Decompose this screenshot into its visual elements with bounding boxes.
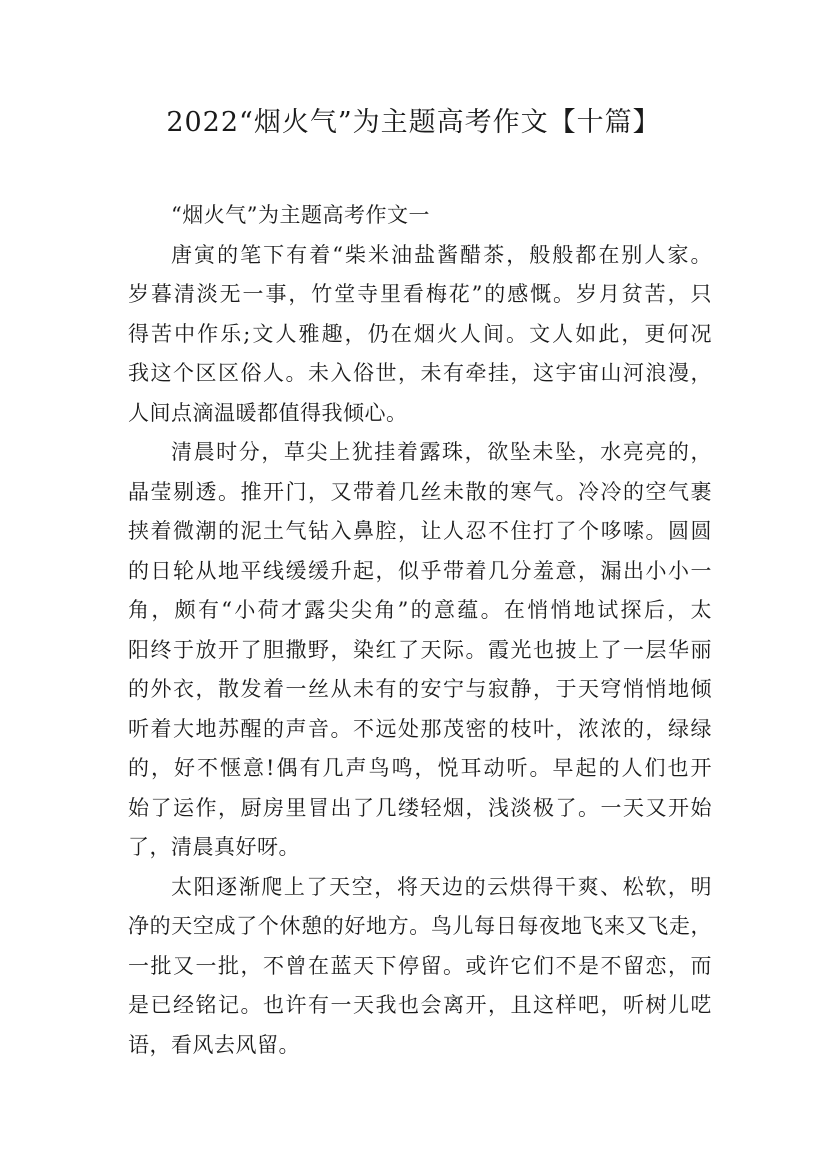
paragraph-line: 唐寅的笔下有着“柴米油盐酱醋茶，般般都在别人家。	[171, 242, 712, 267]
paragraph-line: 一批又一批，不曾在蓝天下停留。或许它们不是不留恋，而	[128, 953, 712, 978]
paragraph-line: 听着大地苏醒的声音。不远处那茂密的枝叶，浓浓的，绿绿	[128, 716, 712, 741]
document-body	[128, 196, 712, 1065]
paragraph-2	[128, 433, 712, 868]
paragraph-line: 太阳逐渐爬上了天空，将天边的云烘得干爽、松软，明	[171, 874, 712, 899]
paragraph-line: 我这个区区俗人。未入俗世，未有牵挂，这宇宙山河浪漫，	[128, 361, 712, 385]
paragraph-line: 语，看风去风留。	[128, 1032, 300, 1057]
paragraph-line: 是已经铭记。也许有一天我也会离开，且这样吧，听树儿呓	[128, 993, 712, 1017]
paragraph-line: 的日轮从地平线缓缓升起，似乎带着几分羞意，漏出小小一	[128, 558, 712, 583]
paragraph-line: 挟着微潮的泥土气钻入鼻腔，让人忍不住打了个哆嗦。圆圆	[128, 519, 712, 543]
paragraph-line: 岁暮清淡无一事，竹堂寺里看梅花”的感慨。岁月贫苦，只	[128, 282, 712, 306]
paragraph-line: 了，清晨真好呀。	[128, 835, 300, 859]
paragraph-line: 角，颇有“小荷才露尖尖角”的意蕴。在悄悄地试探后，太	[128, 598, 712, 622]
paragraph-line: 净的天空成了个休憩的好地方。鸟儿每日每夜地飞来又飞走，	[128, 914, 712, 938]
document-title: 2022“烟火气”为主题高考作文【十篇】	[166, 107, 661, 138]
paragraph-line: 清晨时分，草尖上犹挂着露珠，欲坠未坠，水亮亮的，	[171, 440, 712, 464]
paragraph-line: 阳终于放开了胆撒野，染红了天际。霞光也披上了一层华丽	[128, 637, 712, 662]
paragraph-line: 晶莹剔透。推开门，又带着几丝未散的寒气。冷冷的空气裹	[128, 479, 712, 504]
paragraph-line: 的外衣，散发着一丝从未有的安宁与寂静，于天穹悄悄地倾	[128, 677, 712, 701]
essay-subtitle: “烟火气”为主题高考作文一	[171, 203, 430, 227]
paragraph-line: 得苦中作乐;文人雅趣，仍在烟火人间。文人如此，更何况	[128, 321, 712, 346]
paragraph-line: 人间点滴温暖都值得我倾心。	[128, 400, 408, 425]
paragraph-1	[128, 236, 712, 434]
paragraph-line: 始了运作，厨房里冒出了几缕轻烟，浅淡极了。一天又开始	[128, 795, 712, 820]
paragraph-line: 的，好不惬意!偶有几声鸟鸣，悦耳动听。早起的人们也开	[128, 756, 712, 780]
paragraph-3	[128, 868, 712, 1066]
